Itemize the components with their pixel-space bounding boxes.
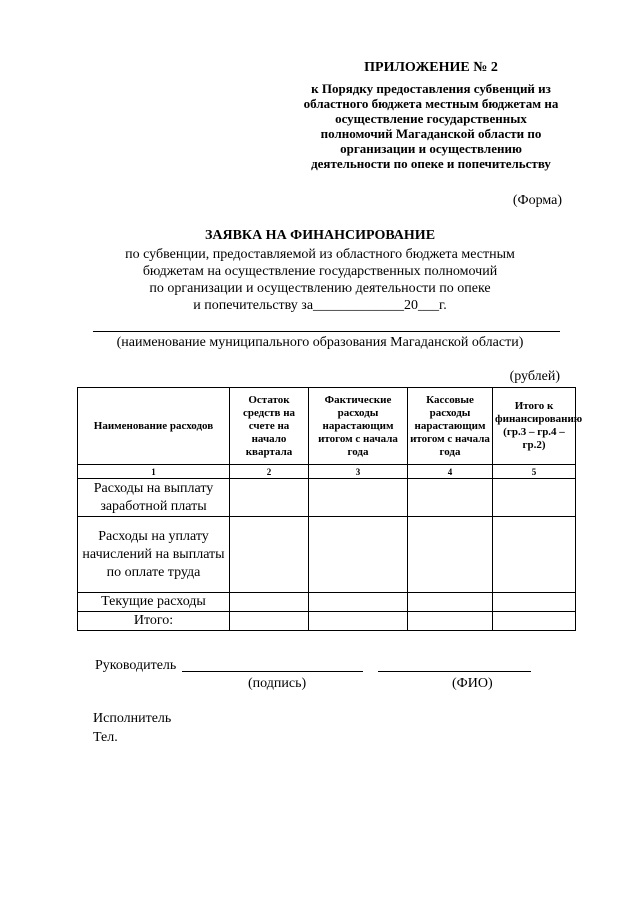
table-cell[interactable] <box>408 612 493 631</box>
appendix-subtitle: к Порядку предоставления субвенций из областного бюджета местным бюджетам на осуществление государственных полномочий Магаданской области по организации и осуществлению деятельности по опеке и попечительству <box>303 81 559 171</box>
table-row <box>78 517 576 593</box>
table-cell[interactable] <box>230 593 309 612</box>
table-cell[interactable] <box>230 612 309 631</box>
finance-table <box>77 387 583 631</box>
units-label: (рублей) <box>509 369 560 384</box>
table-row-total <box>78 612 576 631</box>
table-cell[interactable] <box>408 517 493 593</box>
column-header: Кассовые расходы нарастающим итогом с начала года <box>408 388 493 465</box>
row-label: Расходы на уплату начислений на выплаты по оплате труда <box>78 517 230 593</box>
table-cell[interactable] <box>493 612 576 631</box>
head-label: Руководитель <box>95 658 177 673</box>
table-cell[interactable] <box>230 479 309 517</box>
column-number-row <box>78 465 576 479</box>
table-cell[interactable] <box>493 517 576 593</box>
table-header-row <box>78 388 576 465</box>
row-label: Текущие расходы <box>78 593 230 612</box>
table-row <box>78 479 576 517</box>
column-header: Остаток средств на счете на начало квартала <box>230 388 309 465</box>
column-number: 2 <box>230 465 309 479</box>
application-subtitle <box>90 246 550 314</box>
executor-label: Исполнитель <box>93 711 172 726</box>
municipality-caption: (наименование муниципального образования Магаданской области) <box>116 335 524 350</box>
table-cell[interactable] <box>230 517 309 593</box>
table-cell[interactable] <box>309 593 408 612</box>
phone-label: Тел. <box>93 730 118 745</box>
column-header: Фактические расходы нарастающим итогом с начала года <box>309 388 408 465</box>
column-number: 3 <box>309 465 408 479</box>
application-title: ЗАЯВКА НА ФИНАНСИРОВАНИЕ <box>204 228 436 243</box>
form-label: (Форма) <box>512 193 562 208</box>
column-header: Итого к финансированию (гр.3 – гр.4 – гр.2) <box>493 388 576 465</box>
application-subtitle-line: по организации и осуществлению деятельности по опеке <box>149 281 491 296</box>
municipality-fill-line <box>93 331 560 332</box>
row-label: Итого: <box>78 612 230 631</box>
appendix-title: ПРИЛОЖЕНИЕ № 2 <box>364 60 498 75</box>
signature-caption: (подпись) <box>248 676 307 691</box>
application-subtitle-line: по субвенции, предоставляемой из областного бюджета местным <box>125 247 515 262</box>
table-cell[interactable] <box>493 593 576 612</box>
column-number: 4 <box>408 465 493 479</box>
column-header: Наименование расходов <box>78 388 230 465</box>
table-cell[interactable] <box>309 612 408 631</box>
column-number: 5 <box>493 465 576 479</box>
column-number: 1 <box>78 465 230 479</box>
signature-line[interactable] <box>182 671 363 672</box>
fio-line[interactable] <box>378 671 531 672</box>
appendix-header <box>300 60 562 171</box>
table-cell[interactable] <box>408 479 493 517</box>
table-cell[interactable] <box>309 517 408 593</box>
table-cell[interactable] <box>493 479 576 517</box>
application-subtitle-line: бюджетам на осуществление государственных полномочий <box>142 264 498 279</box>
table-row <box>78 593 576 612</box>
application-subtitle-line: и попечительству за_____________20___г. <box>193 298 447 313</box>
fio-caption: (ФИО) <box>452 676 493 691</box>
table-cell[interactable] <box>408 593 493 612</box>
table-cell[interactable] <box>309 479 408 517</box>
row-label: Расходы на выплату заработной платы <box>78 479 230 517</box>
